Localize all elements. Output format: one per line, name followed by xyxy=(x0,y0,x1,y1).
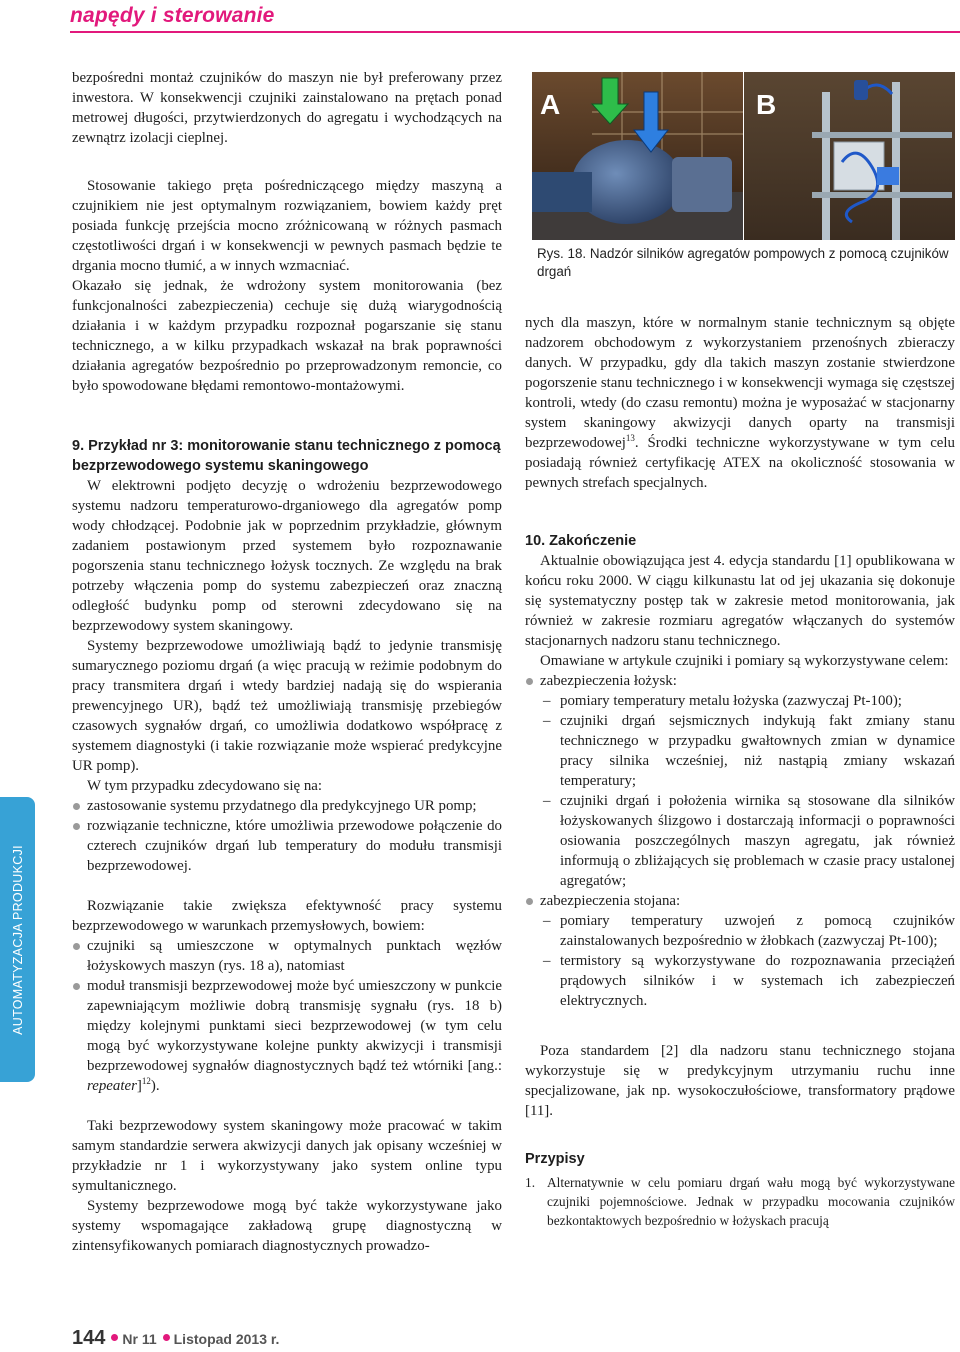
paragraph: bezpośredni montaż czujników do maszyn nie był preferowany przez inwestora. W konsekwencji czujniki zainstalowano na prętach ponad metrowej długości, przytwierdzonych do agregatu i wychodzących na zewnątrz izolacji cieplnej. xyxy=(72,70,502,146)
paragraph: Okazało się jednak, że wdrożony system monitorowania (bez funkcjonalności zabezpieczenia) cechuje się dużą wiarygodnością działania i w każdym przypadku rozpoznał pogarszanie się stanu technicznego, a w kilku przypadkach wskazał na brak poprawności działania agregatów bezpośrednio po przeprowadzonym remoncie, co było spowodowane błędami remontowo-montażowymi. xyxy=(72,278,502,394)
paragraph xyxy=(525,313,955,493)
list-item-text: moduł transmisji bezprzewodowej może być umieszczony w punkcie zapewniającym możliwie dobrą transmisję sygnału (rys. 18 b) między kolejnymi punktami sieci bezprzewodowej (w tym celu mogą być wykorzystywane kolejne punkty akwizycji i transmisji bezprzewodowej sygnałów diagnostycznych bądź też wtórniki [ang.: xyxy=(87,978,502,1074)
paragraph: Poza standardem [2] dla nadzoru stanu technicznego stojana wykorzystuje się w predykcyjnym utrzymaniu ruchu inne specjalizowane, jak np. wysokoczułościowe, transformatory prądowe [11]. xyxy=(525,1043,955,1119)
figure-label-a: A xyxy=(540,89,561,120)
bullet-list xyxy=(525,671,955,1011)
footnote-text: Alternatywnie w celu pomiaru drgań wału mogą być wykorzystywane czujniki pojemnościowe. Jednak w przypadku mocowania czujników bezkontaktowych bezpośrednio w łożyskach pracują xyxy=(547,1175,955,1228)
paragraph-end: . Środki techniczne wykorzystywane w tym celu posiadają również certyfikację ATEX na okoliczność stosowania w pewnych strefach specjalnych. xyxy=(525,435,955,491)
term-italic: repeater xyxy=(87,1078,137,1094)
bullet-list xyxy=(72,936,502,1096)
bullet-list xyxy=(72,796,502,876)
dash-list xyxy=(540,691,955,891)
paragraph: Aktualnie obowiązująca jest 4. edycja standardu [1] opublikowana w końcu roku 2000. W ciągu kilkunastu lat od jej ukazania się dokonuje się systematyczny postęp tak w zakresie metod monitorowania, jak również w zakresie rozmiaru agregatów włączanych do systemów stacjonarnych nadzoru stanu technicznego. xyxy=(525,553,955,649)
issue-number: Nr 11 xyxy=(122,1331,157,1347)
footer-dot-icon xyxy=(163,1334,170,1341)
list-item xyxy=(525,671,955,891)
list-item-label: zabezpieczenia stojana: xyxy=(540,893,681,909)
list-item xyxy=(525,891,955,1011)
list-item: zastosowanie systemu przydatnego dla predykcyjnego UR pomp; xyxy=(72,796,502,816)
paragraph: W tym przypadku zdecydowano się na: xyxy=(87,778,323,794)
list-item: moduł transmisji bezprzewodowej może być umieszczony w punkcie zapewniającym możliwie dobrą transmisję sygnału (rys. 18 b) między kolejnymi punktami sieci bezprzewodowej (w tym celu mogą być wykorzystywane kolejne punkty akwizycji i transmisji bezprzewodowej sygnałów diagnostycznych bądź też wtórniki [ang.: repeater]$^{12}$). xyxy=(72,976,502,1096)
figure-caption: Rys. 18. Nadzór silników agregatów pompowych z pomocą czujników drgań xyxy=(537,246,949,279)
section-heading: 9. Przykład nr 3: monitorowanie stanu technicznego z pomocą bezprzewodowego systemu skaningowego xyxy=(72,438,501,474)
issue-date: Listopad 2013 r. xyxy=(173,1331,280,1347)
paragraph: Stosowanie takiego pręta pośredniczącego między maszyną a czujnikiem nie jest optymalnym rozwiązaniem, bowiem każdy pręt posiada funkcję przejścia mocno zróżnicowaną w różnych pasmach częstotliwości drgań i w konsekwencji w pewnych pasmach będzie te drgania mocno tłumić, a w innych wzmacniać. xyxy=(72,178,502,274)
list-item: – czujniki drgań i położenia wirnika są stosowane dla silników łożyskowanych ślizgowo i dostarczają informacji o poprawności osiowania poszczególnych maszyn agregatu, jak również informują o zbliżających się problemach w czasie pracy ustalonej agregatów; xyxy=(542,791,955,891)
footnotes-heading: Przypisy xyxy=(525,1151,585,1167)
list-item: czujniki są umieszczone w optymalnych punktach węzłów łożyskowych maszyn (rys. 18 a), natomiast xyxy=(72,936,502,976)
figure-label-b: B xyxy=(756,89,777,120)
footer-dot-icon xyxy=(111,1334,118,1341)
left-column xyxy=(72,68,502,1256)
paragraph: Systemy bezprzewodowe umożliwiają bądź to jedynie transmisję sumarycznego poziomu drgań (a więc pracują w reżimie podobnym do pracy transmitera drgań i wtedy bardziej nadają się do wspierania prewencyjnego UR), bądź też umożliwiają transmisję przebiegów czasowych sygnałów drgań, co umożliwia dodatkowo współpracę z systemem diagnostyki (i takie rozwiązanie może wspierać predykcyjne UR pomp). xyxy=(72,638,502,774)
paragraph: Systemy bezprzewodowe mogą być także wykorzystywane jako systemy wspomagające zakładową grupę diagnostyczną w zintensyfikowanych pomiarach diagnostycznych prowadzo- xyxy=(72,1198,502,1254)
page-number: 144 xyxy=(72,1327,106,1349)
section-side-tab xyxy=(0,797,35,1082)
paragraph-text: nych dla maszyn, które w normalnym stanie technicznym są objęte nadzorem obchodowym z wykorzystaniem przenośnych zbieraczy danych. W przypadku, gdy dla takich maszyn zostanie stwierdzone pogorszenie stanu technicznego i w konsekwencji wymaga się częstszej kontroli, wtedy (do czasu remontu) można je wyposażać w stacjonarny system skaningowy akwizycji danych oparty na transmisji bezprzewodowej xyxy=(525,315,955,451)
reference-mark: 12 xyxy=(141,1076,151,1087)
list-item: – pomiary temperatury metalu łożyska (zazwyczaj Pt-100); xyxy=(542,691,955,711)
list-item-label: zabezpieczenia łożysk: xyxy=(540,673,677,689)
section-heading: 10. Zakończenie xyxy=(525,533,637,549)
dash-list xyxy=(540,911,955,1011)
page-footer xyxy=(72,1327,279,1350)
reference-mark: 13 xyxy=(625,433,635,444)
list-item: rozwiązanie techniczne, które umożliwia przewodowe połączenie do czterech czujników drgań lub temperatury do modułu transmisji bezprzewodowej. xyxy=(72,816,502,876)
right-column xyxy=(525,313,955,1230)
list-item-end: ). xyxy=(150,1078,160,1094)
paragraph: Taki bezprzewodowy system skaningowy może pracować w takim samym standardzie serwera akwizycji danych jak opisany wcześniej w przykładzie nr 1 i wykorzystywany jako system online typu symultanicznego. xyxy=(72,1118,502,1194)
footnote xyxy=(525,1173,955,1230)
header-rule xyxy=(70,31,960,33)
list-item: – czujniki drgań sejsmicznych indykują fakt zmiany stanu technicznego w przypadku gwałtownych zmian w dynamice pracy silnika wcześniej, niż nastąpią zmiany wskazań temperatury; xyxy=(542,711,955,791)
list-item: – termistory są wykorzystywane do rozpoznawania przeciążeń prądowych silników i w systemach ich zabezpieczeń elektrycznych. xyxy=(542,951,955,1011)
list-item: – pomiary temperatury uzwojeń z pomocą czujników zainstalowanych bezpośrednio w żłobkach (zazwyczaj Pt-100); xyxy=(542,911,955,951)
header-title: napędy i sterowanie xyxy=(70,4,275,27)
paragraph: Rozwiązanie takie zwiększa efektywność pracy systemu bezprzewodowego w warunkach przemysłowych, bowiem: xyxy=(72,898,502,934)
figure-photo xyxy=(532,72,955,240)
side-tab-label: AUTOMATYZACJA PRODUKCJI xyxy=(10,844,25,1035)
paragraph: Omawiane w artykule czujniki i pomiary są wykorzystywane celem: xyxy=(540,653,949,669)
figure-photo-illustration xyxy=(532,72,955,240)
paragraph: W elektrowni podjęto decyzję o wdrożeniu bezprzewodowego systemu nadzoru temperaturowo-drganiowego dla agregatów pomp wody chłodzącej. Podobnie jak w poprzednim przykładzie, głównym zadaniem postawionym przed systemem było rozpoznawanie pogorszenia stanu technicznego łożysk tocznych. Ze względu na brak potrzeby włączenia pomp do systemu zabezpieczeń oraz znaczną odległość budynku pomp od sterowni zdecydowano się na bezprzewodowy system skaningowy. xyxy=(72,478,502,634)
footnote-number: 1. xyxy=(525,1175,536,1190)
